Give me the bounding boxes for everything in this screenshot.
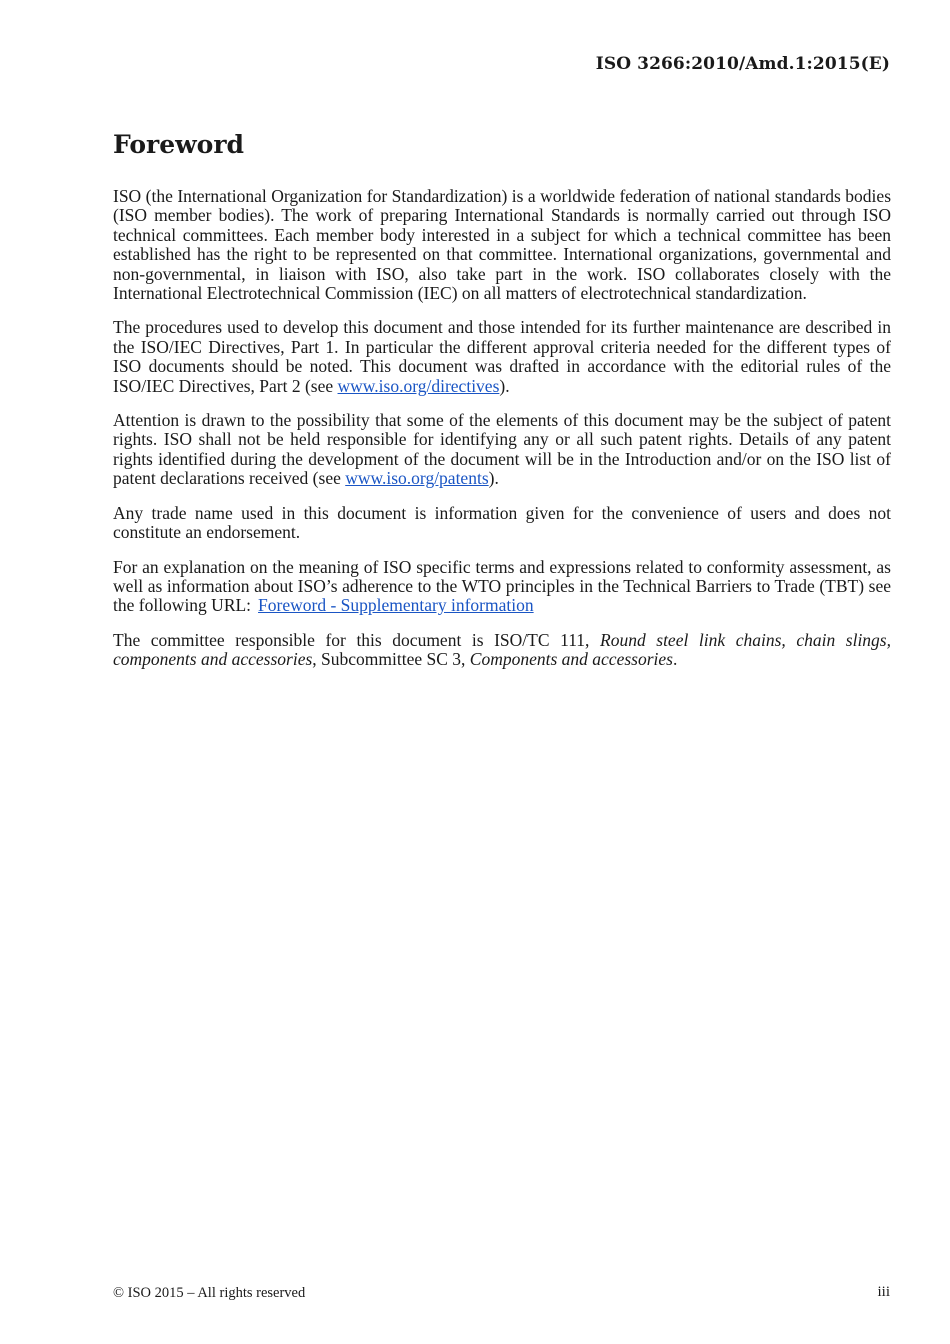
foreword-body [113,187,891,685]
paragraph-procedures-end: ). [499,375,510,396]
committee-text-c: , Subcommittee SC 3, [312,649,470,670]
copyright-notice: © ISO 2015 – All rights reserved [113,1285,306,1301]
committee-text-e: . [672,649,678,670]
paragraph-patents-text: Attention is drawn to the possibility that some of the elements of this document may be the subject of patent rights. ISO shall not be held responsible for identifying any or all such patent rights. Details of any patent rights identified during the development of the document will be in the Introduction and/or on the ISO list of patent declarations received (see [113,410,891,489]
paragraph-patents-end: ). [488,468,499,489]
paragraph-committee [113,631,891,670]
paragraph-conformity [113,558,891,616]
committee-text-a: The committee responsible for this document is ISO/TC 111, [113,629,600,650]
document-id: ISO 3266:2010/Amd.1:2015(E) [595,54,890,74]
directives-link[interactable]: www.iso.org/directives [337,375,500,396]
paragraph-patents [113,411,891,489]
page-title: Foreword [113,130,244,159]
page-number: iii [877,1284,890,1300]
supplementary-info-link[interactable]: Foreword - Supplementary information [258,595,534,616]
paragraph-conformity-text: For an explanation on the meaning of ISO specific terms and expressions related to conformity assessment, as well as information about ISO’s adherence to the WTO principles in the Technical Barriers to Trade (TBT) see the following URL: [113,556,891,616]
paragraph-trade-name: Any trade name used in this document is information given for the convenience of users and does not constitute an endorsement. [113,502,891,543]
committee-title: Round steel link chains, chain slings, components and accessories [113,629,891,670]
subcommittee-title: Components and accessories [469,649,673,670]
patents-link[interactable]: www.iso.org/patents [345,468,489,489]
paragraph-procedures-text: The procedures used to develop this document and those intended for its further maintenance are described in the ISO/IEC Directives, Part 1. In particular the different approval criteria needed for the different types of ISO documents should be noted. This document was drafted in accordance with the editorial rules of the ISO/IEC Directives, Part 2 (see [113,317,891,396]
paragraph-iso-intro: ISO (the International Organization for Standardization) is a worldwide federation of national standards bodies (ISO member bodies). The work of preparing International Standards is normally carried out through ISO technical committees. Each member body interested in a subject for which a technical committee has been established has the right to be represented on that committee. International organizations, governmental and non-governmental, in liaison with ISO, also take part in the work. ISO collaborates closely with the International Electrotechnical Commission (IEC) on all matters of electrotechnical standardization. [113,186,891,304]
paragraph-procedures [113,318,891,396]
